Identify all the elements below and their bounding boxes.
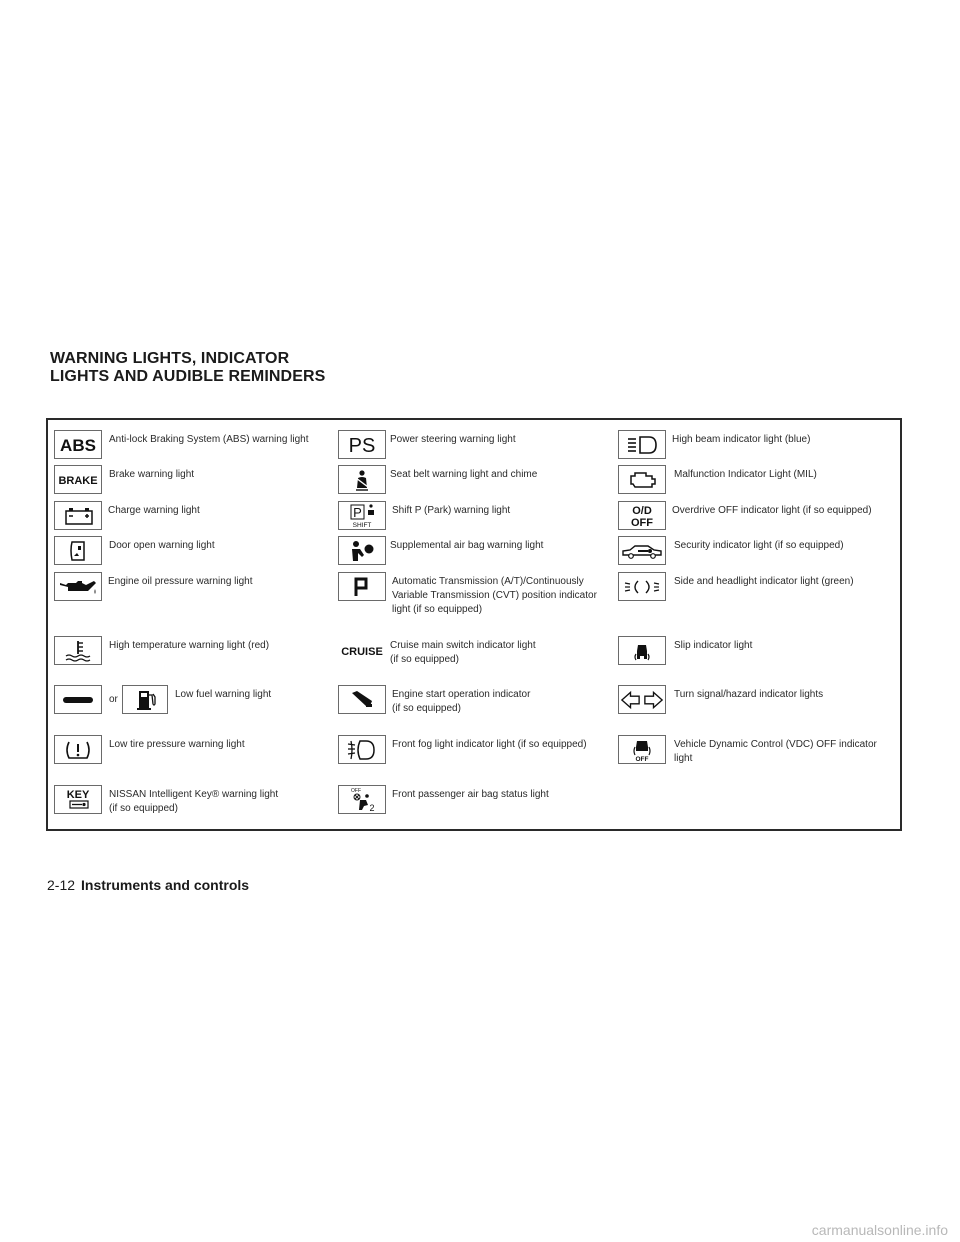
light-label: Overdrive OFF indicator light (if so equipped)	[672, 505, 872, 516]
light-label: Brake warning light	[109, 469, 195, 480]
light-label: Low tire pressure warning light	[109, 739, 245, 750]
svg-text:PS: PS	[348, 434, 376, 456]
light-label: Turn signal/hazard indicator lights	[674, 689, 824, 700]
airbag-icon	[338, 536, 386, 565]
oil-can-icon	[54, 572, 102, 601]
svg-text:OFF: OFF	[631, 517, 653, 529]
light-label: High temperature warning light (red)	[109, 640, 270, 651]
svg-text:SHIFT: SHIFT	[352, 522, 372, 529]
overdrive-off-icon	[618, 501, 666, 530]
light-label: Anti-lock Braking System (ABS) warning light	[109, 434, 309, 445]
turn-signal-icon	[618, 685, 666, 714]
light-label: High beam indicator light (blue)	[672, 434, 811, 445]
cruise-icon	[338, 636, 386, 665]
vdc-off-icon	[618, 735, 666, 764]
light-label: Low fuel warning light	[175, 689, 272, 700]
engine-start-key-icon	[338, 685, 386, 714]
svg-text:OFF: OFF	[351, 788, 361, 794]
tire-pressure-icon	[54, 735, 102, 764]
svg-text:P: P	[353, 505, 362, 520]
door-open-icon	[54, 536, 102, 565]
low-fuel-bar-icon	[54, 685, 102, 714]
section-title	[50, 350, 325, 386]
light-label: Slip indicator light	[674, 640, 753, 651]
svg-text:OFF: OFF	[635, 756, 649, 763]
watermark: carmanualsonline.info	[811, 1222, 948, 1238]
light-label: Supplemental air bag warning light	[390, 540, 544, 551]
transmission-p-icon	[338, 572, 386, 601]
side-headlight-icon	[618, 572, 666, 601]
section-title-line2: LIGHTS AND AUDIBLE REMINDERS	[50, 368, 326, 385]
light-label: Engine start operation indicator (if so equipped)	[392, 689, 531, 714]
svg-text:BRAKE: BRAKE	[58, 474, 98, 487]
brake-icon	[54, 465, 102, 494]
seat-belt-icon	[338, 465, 386, 494]
coolant-temperature-icon	[54, 636, 102, 665]
security-car-icon	[618, 536, 666, 565]
svg-text:CRUISE: CRUISE	[341, 645, 383, 658]
light-label: Power steering warning light	[390, 434, 516, 445]
light-label: Side and headlight indicator light (green)	[674, 576, 854, 587]
high-beam-icon	[618, 430, 666, 459]
light-label: Security indicator light (if so equipped)	[674, 540, 844, 551]
passenger-airbag-status-icon	[338, 785, 386, 814]
light-label: Engine oil pressure warning light	[108, 576, 253, 587]
light-label: Door open warning light	[109, 540, 215, 551]
slip-icon	[618, 636, 666, 665]
front-fog-icon	[338, 735, 386, 764]
warning-lights-table	[46, 418, 902, 831]
power-steering-icon	[338, 430, 386, 459]
light-label: NISSAN Intelligent Key® warning light (if so equipped)	[109, 789, 279, 814]
section-title-line1: WARNING LIGHTS, INDICATOR	[50, 350, 290, 367]
battery-icon	[54, 501, 102, 530]
light-label: Seat belt warning light and chime	[390, 469, 538, 480]
light-label: Front passenger air bag status light	[392, 789, 549, 800]
svg-text:KEY: KEY	[66, 789, 90, 801]
light-label: Shift P (Park) warning light	[392, 505, 511, 516]
section-name: Instruments and controls	[81, 877, 250, 893]
light-label: Vehicle Dynamic Control (VDC) OFF indicator light	[674, 739, 877, 764]
light-label: Front fog light indicator light (if so equipped)	[392, 739, 587, 750]
light-label: Malfunction Indicator Light (MIL)	[674, 469, 817, 480]
light-label: Charge warning light	[108, 505, 200, 516]
svg-text:2: 2	[369, 803, 375, 813]
engine-malfunction-icon	[618, 465, 666, 494]
shift-park-icon	[338, 501, 386, 530]
intelligent-key-icon	[54, 785, 102, 814]
abs-icon	[54, 430, 102, 459]
page-number: 2-12	[47, 877, 76, 893]
svg-text:O/D: O/D	[632, 505, 652, 517]
fuel-pump-icon	[122, 685, 168, 714]
or-label: or	[109, 694, 118, 705]
page-footer	[47, 877, 249, 893]
light-label: Automatic Transmission (A/T)/Continuously Variable Transmission (CVT) position indicator light (if so equipped)	[392, 576, 597, 615]
svg-text:ABS: ABS	[60, 435, 96, 455]
light-label: Cruise main switch indicator light (if so equipped)	[390, 640, 536, 665]
